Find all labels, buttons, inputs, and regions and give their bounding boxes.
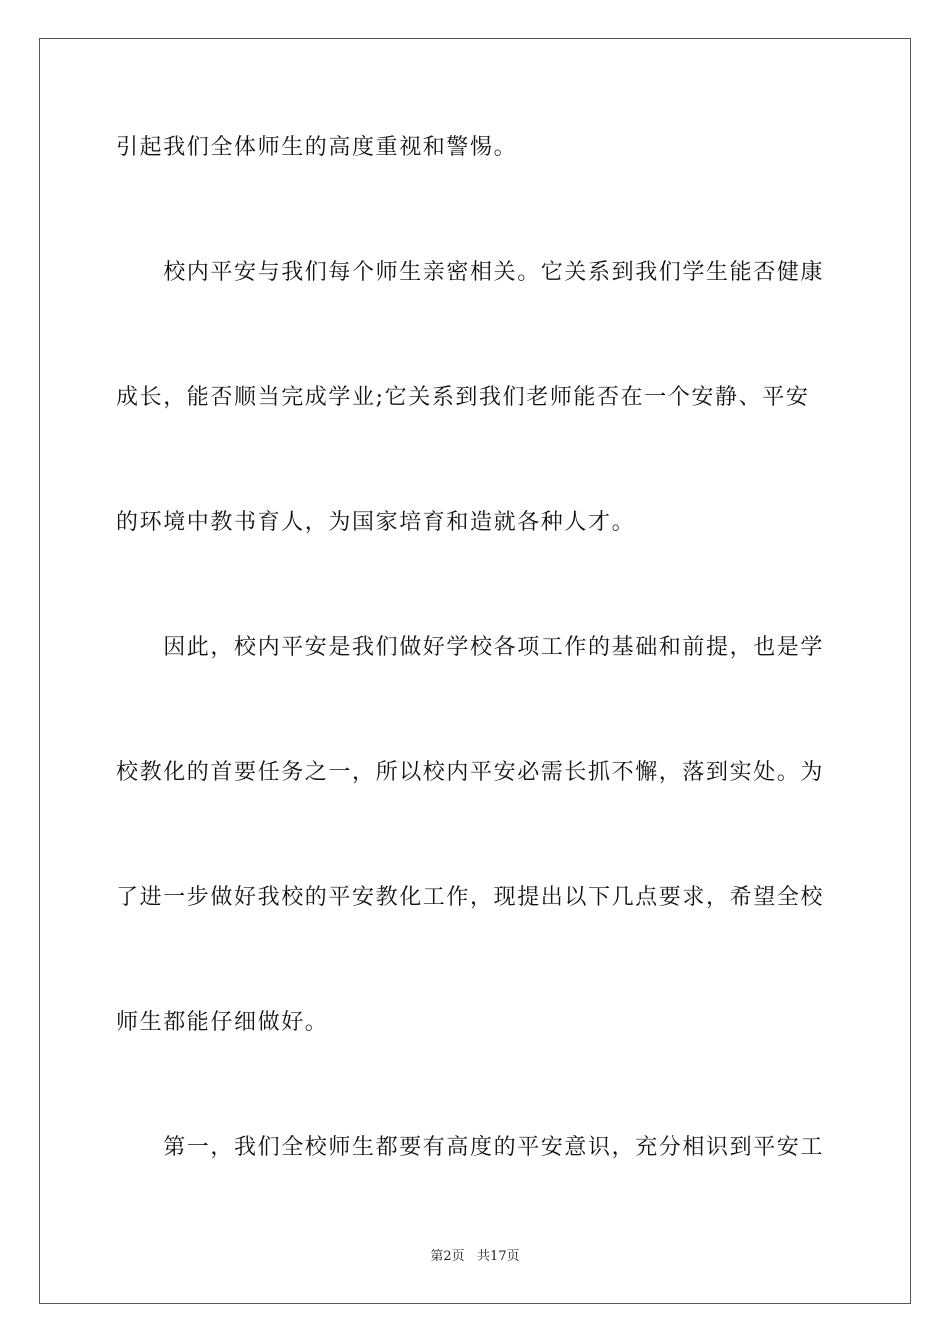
paragraph-first-line: 因此，校内平安是我们做好学校各项工作的基础和前提，也是学 xyxy=(116,635,825,660)
page-border xyxy=(39,38,911,1304)
text-line: 校教化的首要任务之一，所以校内平安必需长抓不懈，落到实处。为 xyxy=(116,760,825,785)
text-line: 了进一步做好我校的平安教化工作，现提出以下几点要求，希望全校 xyxy=(116,885,825,910)
text-line: 成长，能否顺当完成学业;它关系到我们老师能否在一个安静、平安 xyxy=(116,385,810,410)
paragraph-first-line: 校内平安与我们每个师生亲密相关。它关系到我们学生能否健康 xyxy=(116,260,825,285)
page-number-footer: 第2页 共17页 xyxy=(430,1249,520,1264)
text-line: 引起我们全体师生的高度重视和警惕。 xyxy=(116,135,518,160)
text-line: 师生都能仔细做好。 xyxy=(116,1010,329,1035)
paragraph-first-line: 第一，我们全校师生都要有高度的平安意识，充分相识到平安工 xyxy=(116,1135,825,1160)
text-line: 的环境中教书育人，为国家培育和造就各种人才。 xyxy=(116,510,636,535)
